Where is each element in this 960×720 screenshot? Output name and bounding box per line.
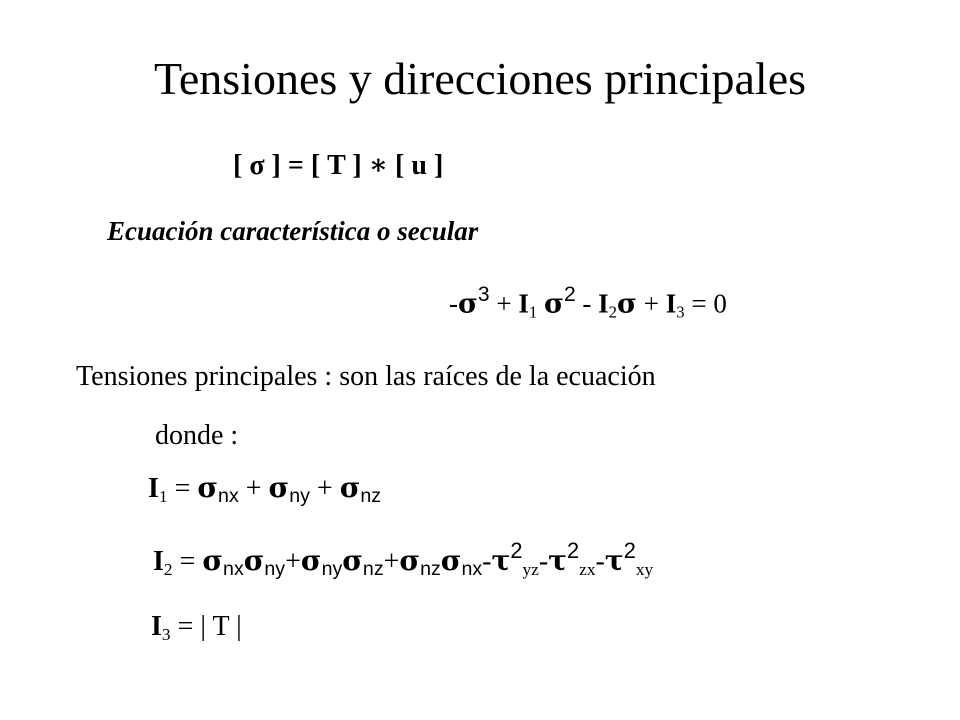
donde-label: donde : [155, 420, 239, 451]
invariant-i1: $I_1 = \sigma nx + \sigma ny + \sigma nz$ [148, 471, 382, 507]
page-title: Tensiones y direcciones principales [153, 53, 807, 104]
principal-stresses-text: Tensiones principales : son las raíces de la ecuación [76, 361, 656, 392]
tensor-equation: [ σ ] = [ T ] ∗ [ u ] [233, 150, 444, 181]
invariant-i3: $I_3$ = | T | [151, 611, 242, 644]
characteristic-equation: $-\sigma^3 + I_1$ $\sigma^2 - I_2\sigma + I_3 = 0$ [449, 283, 727, 322]
invariant-i2: $I_2 = \sigma nx\sigma ny+\sigma ny\sigma nz+\sigma nz\sigma nx-\tau^2_{yz}-\tau^2_{zx}-\tau^2_{xy}$ [153, 538, 654, 580]
characteristic-heading: Ecuación característica o secular [107, 216, 479, 246]
